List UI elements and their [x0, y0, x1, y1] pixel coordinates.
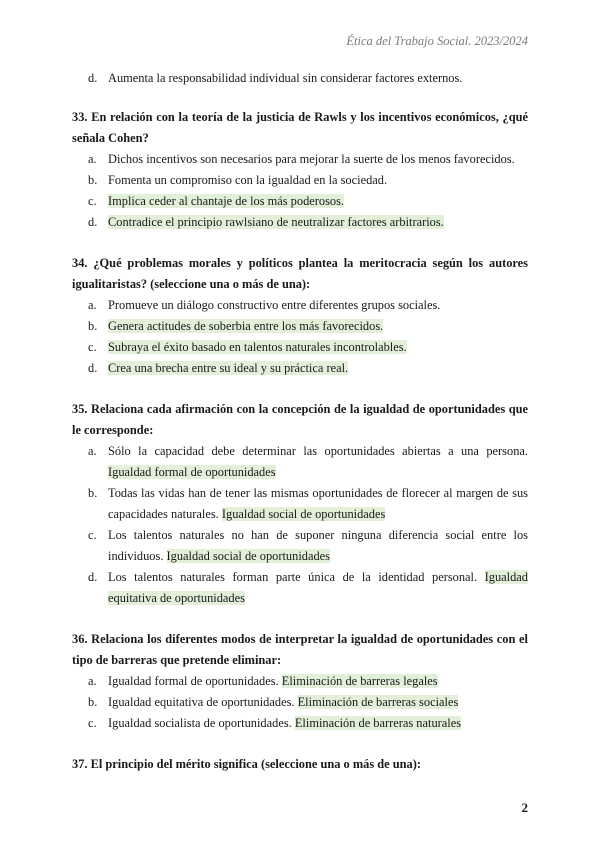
option-text: Todas las vidas han de tener las mismas oportunidades de florecer al margen de sus capacidades naturales. — [108, 486, 528, 521]
option-label: b. — [88, 173, 98, 187]
page-header: Ética del Trabajo Social. 2023/2024 — [346, 34, 528, 48]
option-text: Dichos incentivos son necesarios para mejorar la suerte de los menos favorecidos. — [108, 152, 515, 166]
question-33: 33. En relación con la teoría de la justicia de Rawls y los incentivos económicos, ¿qué señala Cohen? — [72, 110, 528, 145]
option-label: a. — [88, 674, 97, 688]
answer-highlighted: Eliminación de barreras legales — [281, 674, 438, 688]
option-text: Los talentos naturales forman parte única de la identidad personal. — [108, 570, 478, 584]
q36-option-c — [72, 713, 528, 734]
option-label: c. — [88, 716, 97, 730]
answer-highlighted: Igualdad social de oportunidades — [166, 549, 330, 563]
option-label: b. — [88, 319, 98, 333]
option-text: Fomenta un compromiso con la igualdad en la sociedad. — [108, 173, 388, 187]
option-text: Promueve un diálogo constructivo entre diferentes grupos sociales. — [108, 298, 441, 312]
answer-highlighted: Eliminación de barreras naturales — [294, 716, 462, 730]
option-label: d. — [88, 361, 98, 375]
option-label: c. — [88, 340, 97, 354]
option-label: c. — [88, 194, 97, 208]
page-number: 2 — [521, 800, 528, 815]
q35-option-b — [72, 483, 528, 525]
question-37: 37. El principio del mérito significa (seleccione una o más de una): — [72, 757, 421, 771]
option-text: Igualdad equitativa de oportunidades. — [108, 695, 295, 709]
q33-option-d — [72, 212, 528, 233]
answer-highlighted: Eliminación de barreras sociales — [297, 695, 459, 709]
option-text-highlighted: Genera actitudes de soberbia entre los más favorecidos. — [108, 319, 384, 333]
option-text: Igualdad formal de oportunidades. — [108, 674, 279, 688]
option-text-highlighted: Contradice el principio rawlsiano de neutralizar factores arbitrarios. — [108, 215, 444, 229]
option-label: a. — [88, 298, 97, 312]
option-text-highlighted: Subraya el éxito basado en talentos naturales incontrolables. — [108, 340, 407, 354]
option-text: Aumenta la responsabilidad individual sin considerar factores externos. — [108, 71, 463, 85]
question-34: 34. ¿Qué problemas morales y políticos plantea la meritocracia según los autores igualitaristas? (seleccione una o más de una): — [72, 256, 528, 291]
q36-option-b — [72, 692, 528, 713]
option-text-highlighted: Implica ceder al chantaje de los más poderosos. — [108, 194, 345, 208]
q33-option-a — [72, 149, 528, 170]
option-label: d. — [88, 215, 98, 229]
answer-highlighted: Igualdad equitativa de oportunidades — [108, 570, 528, 605]
page-content — [72, 68, 528, 775]
question-35: 35. Relaciona cada afirmación con la concepción de la igualdad de oportunidades que le corresponde: — [72, 402, 528, 437]
q34-option-a — [72, 295, 528, 316]
option-d-previous — [72, 68, 528, 89]
option-label: a. — [88, 152, 97, 166]
q35-option-a — [72, 441, 528, 483]
answer-highlighted: Igualdad social de oportunidades — [221, 507, 386, 521]
q34-option-b — [72, 316, 528, 337]
option-text: Igualdad socialista de oportunidades. — [108, 716, 292, 730]
option-label: b. — [88, 695, 98, 709]
question-36: 36. Relaciona los diferentes modos de interpretar la igualdad de oportunidades con el tipo de barreras que pretende eliminar: — [72, 632, 528, 667]
option-text: Los talentos naturales no han de suponer ninguna diferencia social entre los individuos. — [108, 528, 528, 563]
q33-option-b — [72, 170, 528, 191]
option-text: Sólo la capacidad debe determinar las oportunidades abiertas a una persona. — [108, 444, 528, 458]
option-label: d. — [88, 71, 98, 85]
answer-highlighted: Igualdad formal de oportunidades — [108, 465, 276, 479]
q35-option-d — [72, 567, 528, 609]
option-text-highlighted: Crea una brecha entre su ideal y su práctica real. — [108, 361, 349, 375]
option-label: a. — [88, 444, 97, 458]
option-label: c. — [88, 528, 97, 542]
q33-option-c — [72, 191, 528, 212]
option-label: d. — [88, 570, 98, 584]
option-label: b. — [88, 486, 98, 500]
q35-option-c — [72, 525, 528, 567]
q34-option-d — [72, 358, 528, 379]
q34-option-c — [72, 337, 528, 358]
q36-option-a — [72, 671, 528, 692]
